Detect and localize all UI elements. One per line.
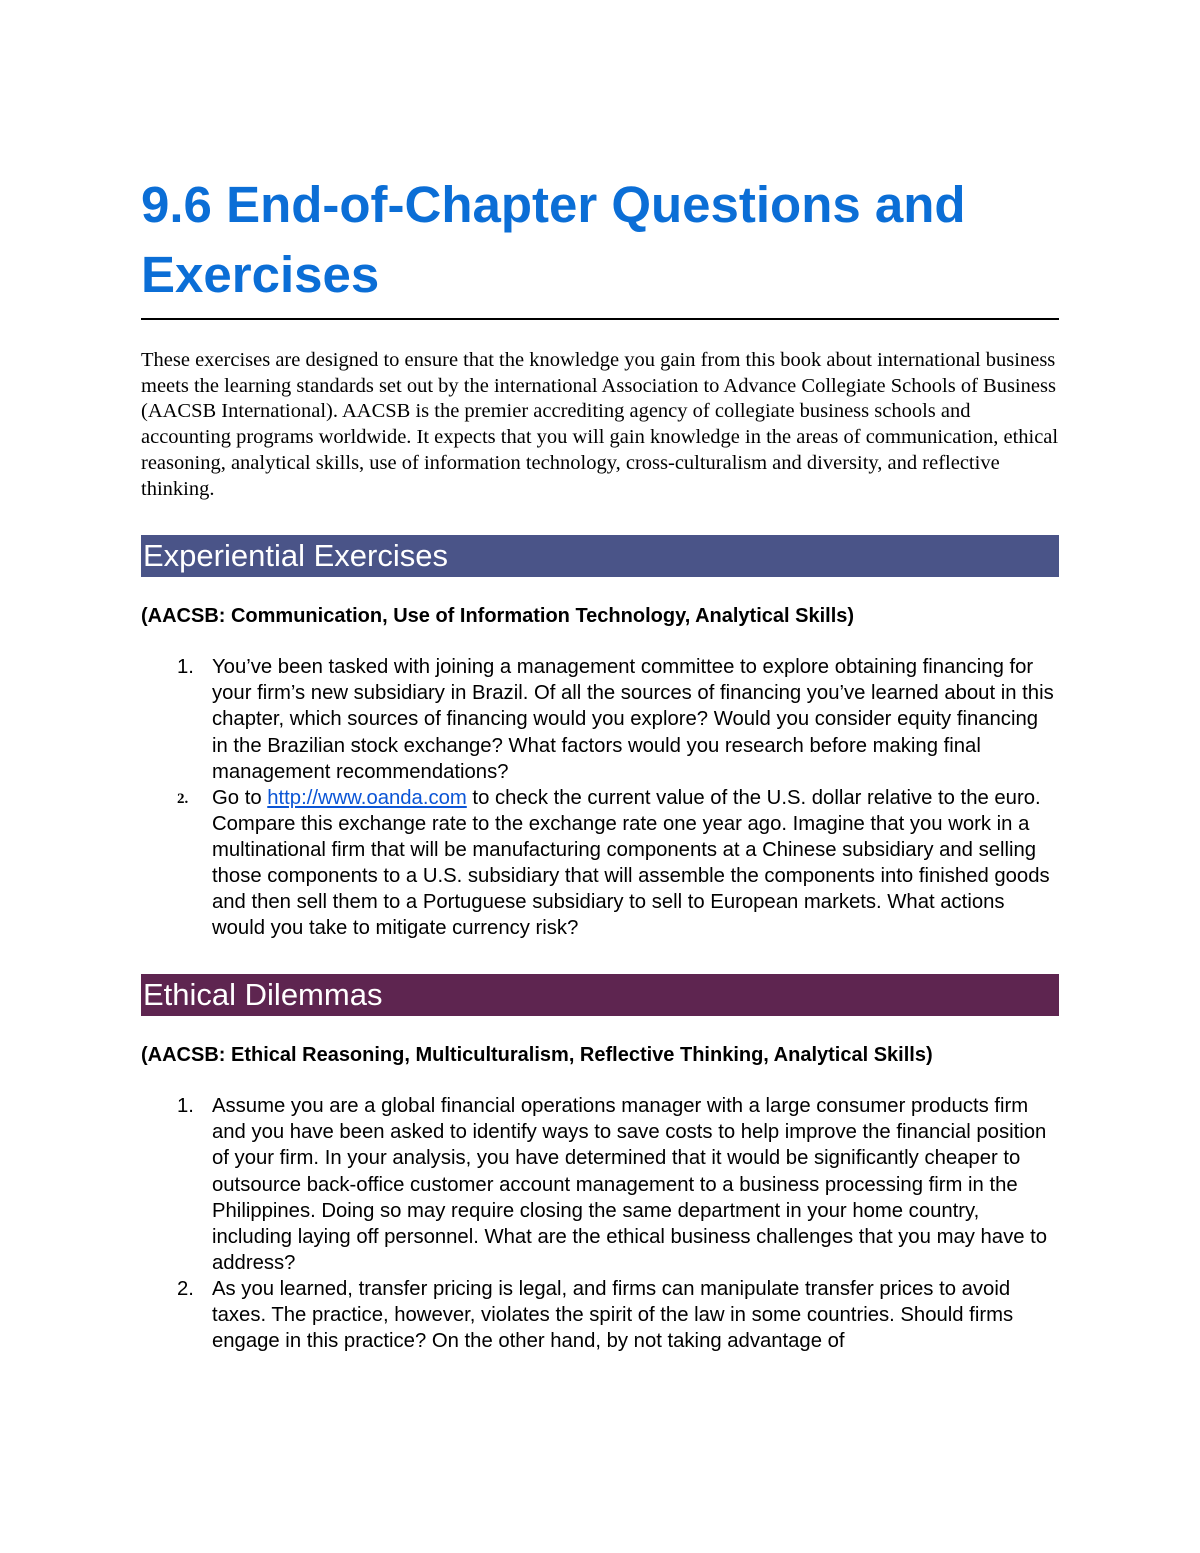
- question-text: Assume you are a global financial operations manager with a large consumer products firm and you have been asked to identify ways to save costs to help improve the financial position of your firm. In your analysis, you have determined that it would be significantly cheaper to outsource back-office customer account management to a business processing firm in the Philippines. Doing so may require closing the same department in your home country, including laying off personnel. What are the ethical business challenges that you may have to address?: [212, 1095, 1048, 1274]
- experiential-question-list: [141, 654, 1059, 941]
- section-heading-ethical: Ethical Dilemmas: [141, 974, 1059, 1016]
- question-text: As you learned, transfer pricing is legal, and firms can manipulate transfer prices to avoid taxes. The practice, however, violates the spirit of the law in some countries. Should firms engage in this practice? On the other hand, by not taking advantage of: [212, 1277, 1014, 1353]
- ethical-question-list: [141, 1093, 1059, 1354]
- section-heading-experiential: Experiential Exercises: [141, 535, 1059, 577]
- aacsb-ethical: (AACSB: Ethical Reasoning, Multiculturalism, Reflective Thinking, Analytical Skills): [141, 1044, 933, 1067]
- question-text: You’ve been tasked with joining a management committee to explore obtaining financing for your firm’s new subsidiary in Brazil. Of all the sources of financing you’ve learned about in this chapter, which sources of financing would you explore? Would you consider equity financing in the Brazilian stock exchange? What factors would you research before making final management recommendations?: [212, 656, 1054, 783]
- list-number: 2.: [177, 790, 189, 807]
- list-item: [141, 654, 1059, 784]
- intro-paragraph: These exercises are designed to ensure that the knowledge you gain from this book about international business meets the learning standards set out by the international Association to Advance Collegiate Schools of Business (AACSB International). AACSB is the premier accrediting agency of collegiate business schools and accounting programs worldwide. It expects that you will gain knowledge in the areas of communication, ethical reasoning, analytical skills, use of information technology, cross-culturalism and diversity, and reflective thinking.: [141, 349, 1059, 500]
- page-title: 9.6 End-of-Chapter Questions and Exercises: [141, 176, 966, 303]
- aacsb-experiential: (AACSB: Communication, Use of Information Technology, Analytical Skills): [141, 605, 855, 628]
- title-divider: [141, 318, 1059, 320]
- list-item: [141, 1093, 1059, 1276]
- oanda-link[interactable]: http://www.oanda.com: [267, 786, 467, 809]
- list-number: 1.: [177, 656, 194, 679]
- question-text-post: to check the current value of the U.S. dollar relative to the euro. Compare this exchange rate to the exchange rate one year ago. Imagine that you work in a multinational firm that will be manufacturing components at a Chinese subsidiary and selling those components to a U.S. subsidiary that will assemble the components into finished goods and then sell them to a Portuguese subsidiary to sell to European markets. What actions would you take to mitigate currency risk?: [212, 786, 1050, 940]
- list-item: [141, 785, 1059, 942]
- list-item: [141, 1276, 1059, 1354]
- question-text-pre: Go to: [212, 786, 268, 809]
- list-number: 1.: [177, 1095, 194, 1118]
- list-number: 2.: [177, 1277, 194, 1300]
- document-page: [141, 0, 1059, 1354]
